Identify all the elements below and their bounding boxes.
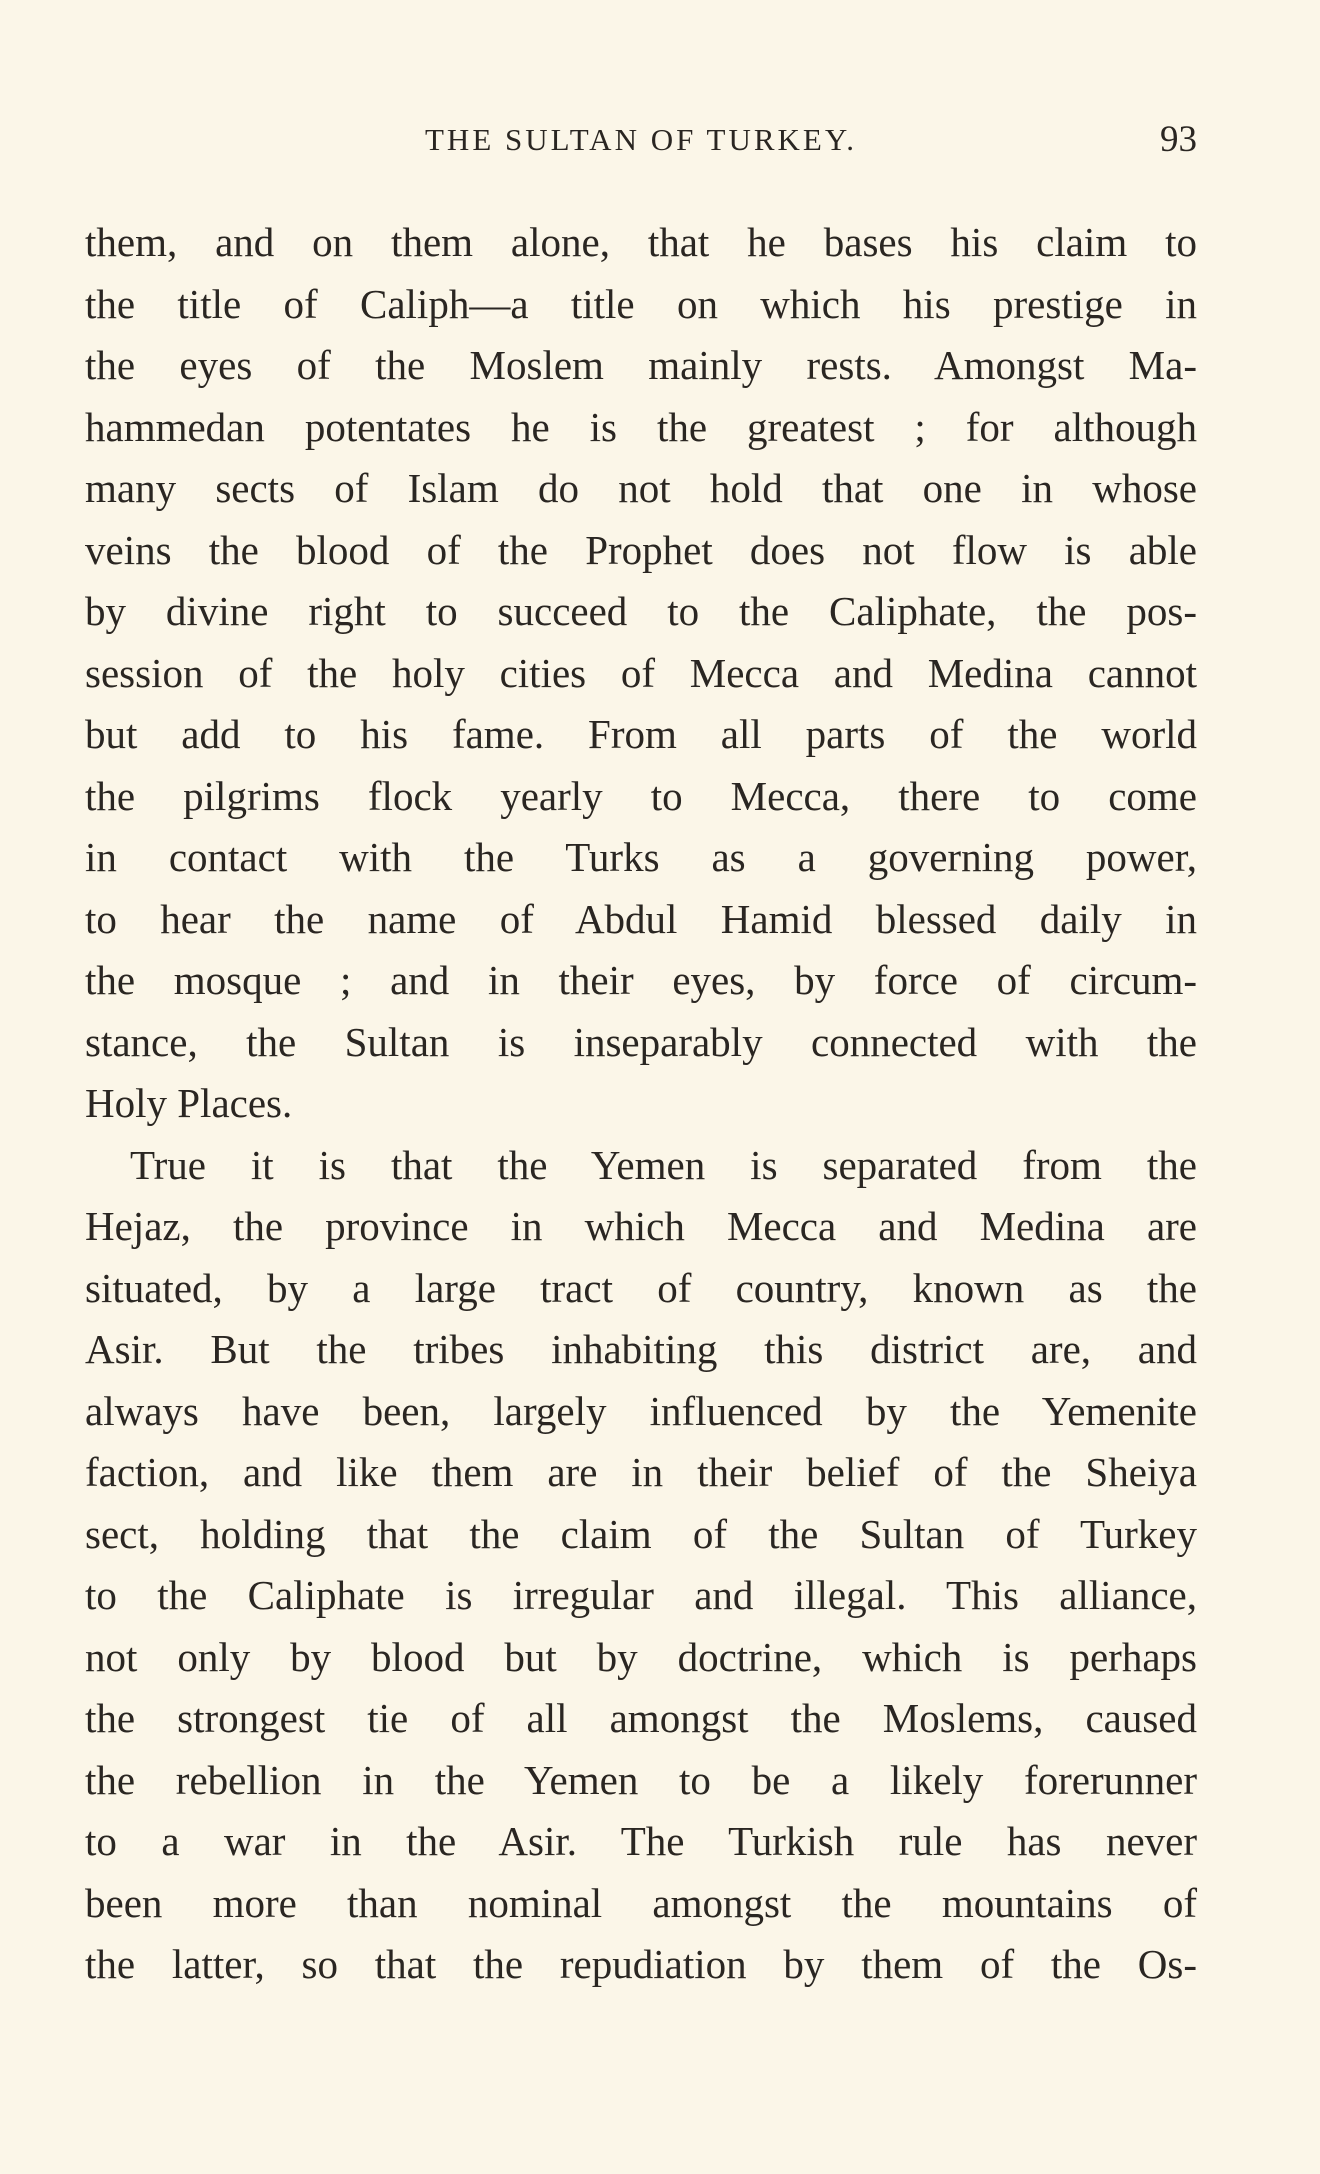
text-line: Hejaz, the province in which Mecca and Medina are: [85, 1203, 1197, 1249]
text-line: stance, the Sultan is inseparably connected with the: [85, 1018, 1197, 1065]
text-line: to a war in the Asir. The Turkish rule has never: [85, 1818, 1197, 1864]
page-number: 93: [1160, 119, 1197, 160]
text-line: in contact with the Turks as a governing power,: [85, 834, 1197, 880]
text-line: always have been, largely influenced by the Yemenite: [85, 1387, 1197, 1434]
text-line: the title of Caliph—a title on which his prestige in: [85, 280, 1197, 327]
text-line: hammedan potentates he is the greatest ; for although: [85, 403, 1197, 450]
text-line: many sects of Islam do not hold that one in whose: [85, 465, 1197, 511]
text-line: the eyes of the Moslem mainly rests. Amongst Ma-: [85, 342, 1197, 388]
text-line: Asir. But the tribes inhabiting this district are, and: [85, 1326, 1197, 1372]
text-line: the strongest tie of all amongst the Moslems, caused: [85, 1695, 1197, 1741]
text-line: session of the holy cities of Mecca and Medina cannot: [85, 649, 1197, 696]
body-text: [85, 212, 1197, 1996]
paragraph-last-line: Holy Places.: [85, 1080, 293, 1126]
text-line: to the Caliphate is irregular and illegal. This alliance,: [85, 1572, 1197, 1618]
text-line: veins the blood of the Prophet does not flow is able: [85, 526, 1197, 573]
text-line: situated, by a large tract of country, known as the: [85, 1264, 1197, 1311]
running-title: THE SULTAN OF TURKEY.: [425, 122, 857, 157]
text-line: but add to his fame. From all parts of the world: [85, 711, 1197, 757]
text-line: been more than nominal amongst the mountains of: [85, 1879, 1197, 1926]
text-line: them, and on them alone, that he bases his claim to: [85, 219, 1197, 265]
text-line: not only by blood but by doctrine, which is perhaps: [85, 1633, 1197, 1680]
paragraph-first-line: True it is that the Yemen is separated from the: [130, 1141, 1197, 1188]
text-line: the pilgrims flock yearly to Mecca, there to come: [85, 772, 1197, 819]
text-line: the latter, so that the repudiation by them of the Os-: [85, 1941, 1197, 1987]
text-line: by divine right to succeed to the Caliphate, the pos-: [85, 588, 1197, 634]
text-line: sect, holding that the claim of the Sultan of Turkey: [85, 1510, 1197, 1557]
running-head: [85, 115, 1197, 165]
text-line: the mosque ; and in their eyes, by force of circum-: [85, 957, 1197, 1003]
text-line: faction, and like them are in their belief of the Sheiya: [85, 1449, 1197, 1495]
text-line: to hear the name of Abdul Hamid blessed daily in: [85, 895, 1197, 942]
text-line: the rebellion in the Yemen to be a likely forerunner: [85, 1756, 1197, 1803]
